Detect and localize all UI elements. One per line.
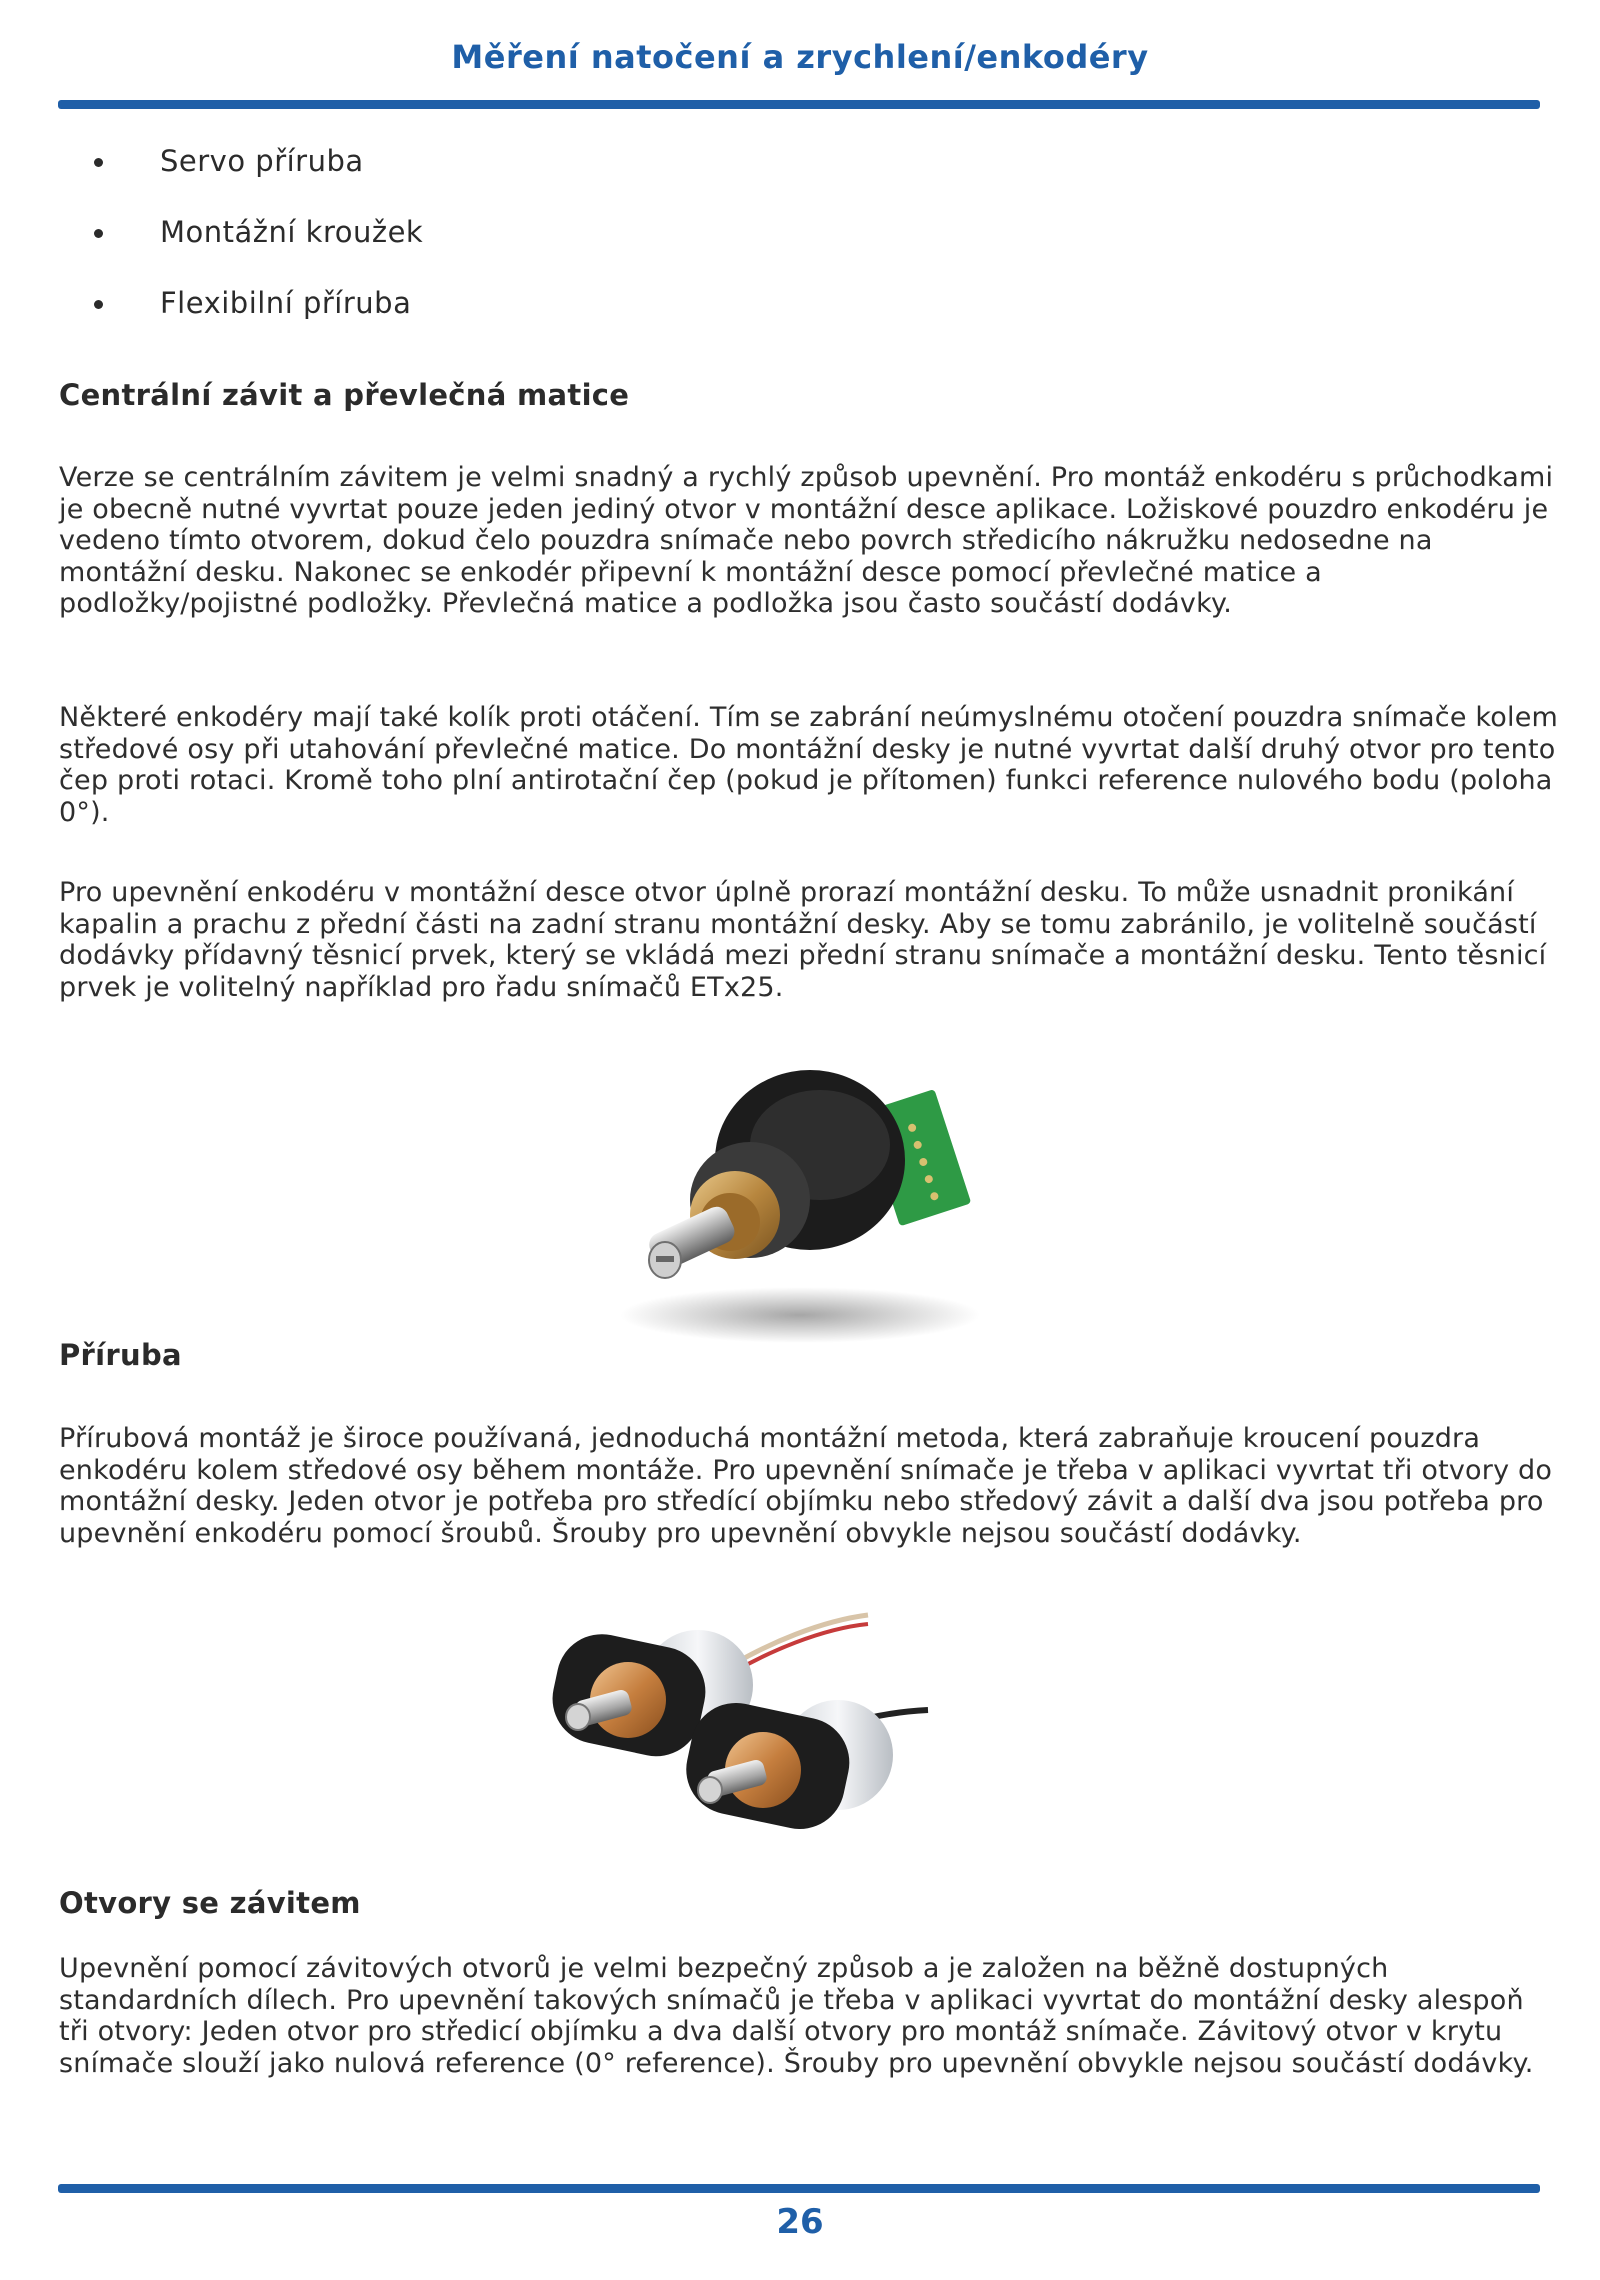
section-heading-central-thread: Centrální závit a převlečná matice	[59, 378, 630, 412]
list-item: Montážní kroužek	[90, 209, 423, 280]
paragraph: Přírubová montáž je široce používaná, jednoduchá montážní metoda, která zabraňuje kroucení pouzdra enkodéru kolem středové osy během montáže. Pro upevnění snímače je třeba v aplikaci vyvrtat tři otvory do montážní desky. Jeden otvor je potřeba pro středící objímku nebo středový závit a další dva jsou potřeba pro upevnění enkodéru pomocí šroubů. Šrouby pro upevnění obvykle nejsou součástí dodávky.	[59, 1423, 1553, 1549]
list-item: Servo příruba	[90, 138, 423, 209]
header-rule	[58, 100, 1540, 109]
central-thread-encoder-photo	[610, 1050, 1010, 1350]
paragraph: Některé enkodéry mají také kolík proti otáčení. Tím se zabrání neúmyslnému otočení pouzdra snímače kolem středové osy při utahování převlečné matice. Do montážní desky je nutné vyvrtat další druhý otvor pro tento čep proti rotaci. Kromě toho plní antirotační čep (pokud je přítomen) funkci reference nulového bodu (poloha 0°).	[59, 702, 1559, 828]
page-number: 26	[776, 2202, 824, 2242]
page-header-title: Měření natočení a zrychlení/enkodéry	[451, 38, 1149, 76]
flange-encoders-photo	[548, 1600, 968, 1880]
mounting-options-list	[90, 138, 423, 351]
section-heading-threaded-holes: Otvory se závitem	[59, 1886, 361, 1920]
paragraph: Upevnění pomocí závitových otvorů je velmi bezpečný způsob a je založen na běžně dostupných standardních dílech. Pro upevnění takových snímačů je třeba v aplikaci vyvrtat do montážní desky alespoň tři otvory: Jeden otvor pro středicí objímku a dva další otvory pro montáž snímače. Závitový otvor v krytu snímače slouží jako nulová reference (0° reference). Šrouby pro upevnění obvykle nejsou součástí dodávky.	[59, 1953, 1534, 2079]
list-item: Flexibilní příruba	[90, 280, 423, 351]
paragraph: Pro upevnění enkodéru v montážní desce otvor úplně prorazí montážní desku. To může usnadnit pronikání kapalin a prachu z přední části na zadní stranu montážní desky. Aby se tomu zabránilo, je volitelně součástí dodávky přídavný těsnicí prvek, který se vkládá mezi přední stranu snímače a montážní desku. Tento těsnicí prvek je volitelný například pro řadu snímačů ETx25.	[59, 877, 1547, 1003]
section-heading-flange: Příruba	[59, 1338, 182, 1372]
footer-rule	[58, 2184, 1540, 2193]
paragraph: Verze se centrálním závitem je velmi snadný a rychlý způsob upevnění. Pro montáž enkodéru s průchodkami je obecně nutné vyvrtat pouze jeden jediný otvor v montážní desce aplikace. Ložiskové pouzdro enkodéru je vedeno tímto otvorem, dokud čelo pouzdra snímače nebo povrch středicího nákružku nedosedne na montážní desku. Nakonec se enkodér připevní k montážní desce pomocí převlečné matice a podložky/pojistné podložky. Převlečná matice a podložka jsou často součástí dodávky.	[59, 462, 1554, 619]
